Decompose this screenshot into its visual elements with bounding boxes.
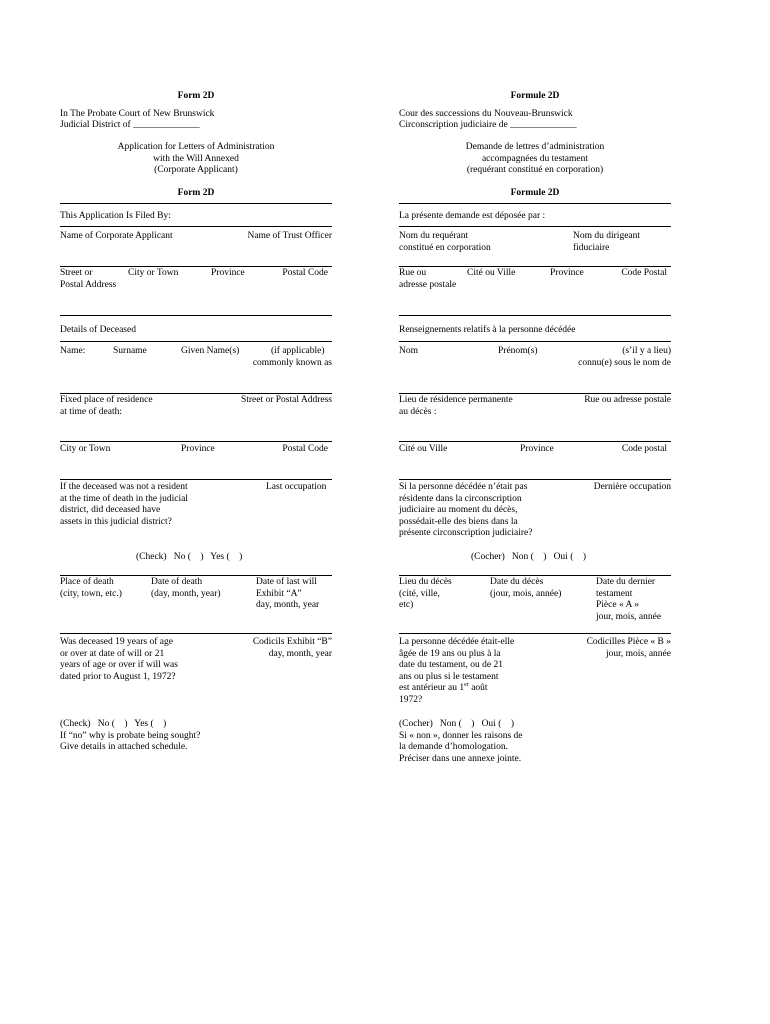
if-applicable-label: (if applicable): [271, 346, 325, 356]
divider: [60, 393, 332, 394]
divider: [399, 479, 671, 480]
age-question: Was deceased 19 years of age or over at date of will or 21 years of age or over if will was dated prior to August 1, 1972?: [60, 637, 178, 682]
street-address-label: Street or Postal Address: [240, 395, 332, 405]
given-names-label: Given Name(s): [181, 346, 240, 356]
province-label-fr: Province: [550, 268, 584, 278]
filed-by-label-fr: La présente demande est déposée par :: [399, 211, 546, 221]
divider: [60, 479, 332, 480]
not-resident-question-fr: Si la personne décédée n’était pas résidente dans la circonscription judiciaire au moment du décès, possédait-elle des biens dans la présente circonscription judiciaire?: [399, 482, 533, 538]
place-of-death-label: Place of death (city, town, etc.): [60, 577, 122, 599]
divider: [60, 226, 332, 227]
codicils-label-fr: Codicilles Pièce « B » jour, mois, année: [586, 637, 671, 659]
divider: [60, 315, 332, 316]
age-question-fr-a: La personne décédée était-elle âgée de 19 ans ou plus à la date du testament, ou de 21 ans ou plus si le testament est antérieur au 1: [399, 637, 515, 693]
age-question-fr-sup: er: [464, 681, 469, 688]
name-label-fr: Nom: [399, 346, 418, 356]
judicial-district: Judicial District of ______________: [60, 120, 200, 130]
court-name: In The Probate Court of New Brunswick: [60, 109, 215, 119]
check-probate[interactable]: (Check) No ( ) Yes ( ) If “no” why is probate being sought? Give details in attached schedule.: [60, 719, 201, 752]
given-names-label-fr: Prénom(s): [498, 346, 538, 356]
date-of-death-label-fr: Date du décès (jour, mois, année): [490, 577, 562, 599]
details-deceased-heading: Details of Deceased: [60, 325, 136, 335]
surname-label: Surname: [113, 346, 147, 356]
form-title-2: Form 2D: [177, 188, 215, 198]
age-question-fr: [399, 637, 514, 706]
corporate-applicant-label: Name of Corporate Applicant: [60, 231, 173, 241]
known-as-label-fr: connu(e) sous le nom de: [578, 358, 671, 368]
divider: [60, 203, 332, 204]
divider: [399, 633, 671, 634]
postal-code-label: Postal Code: [282, 268, 328, 278]
divider: [60, 266, 332, 267]
name-label: Name:: [60, 346, 86, 356]
form-title-fr: Formule 2D: [510, 91, 560, 101]
city-label-fr: Cité ou Ville: [467, 268, 516, 278]
date-of-death-label: Date of death (day, month, year): [151, 577, 221, 599]
divider: [399, 393, 671, 394]
divider: [399, 266, 671, 267]
postal-code-label-fr: Code Postal: [621, 268, 667, 278]
trust-officer-label-fr: Nom du dirigeant fiduciaire: [573, 231, 641, 253]
application-title: Application for Letters of Administration with the Will Annexed (Corporate Applicant): [117, 142, 275, 175]
applicant-label-fr: Nom du requérant constitué en corporation: [399, 231, 491, 253]
last-occupation-label: Last occupation: [266, 482, 327, 492]
court-name-fr: Cour des successions du Nouveau-Brunswick: [399, 109, 573, 119]
divider: [399, 226, 671, 227]
city-label-2-fr: Cité ou Ville: [399, 444, 448, 454]
divider: [399, 575, 671, 576]
street-address-label-fr: Rue ou adresse postale: [584, 395, 671, 405]
province-label-2: Province: [181, 444, 215, 454]
known-as-label: commonly known as: [252, 358, 332, 368]
fixed-residence-label-fr: Lieu de résidence permanente au décès :: [399, 395, 513, 417]
if-applicable-label-fr: (s’il y a lieu): [622, 346, 671, 356]
city-label: City or Town: [128, 268, 179, 278]
divider: [60, 575, 332, 576]
divider: [60, 441, 332, 442]
check-no-yes[interactable]: (Check) No ( ) Yes ( ): [136, 552, 243, 562]
filed-by-label: This Application Is Filed By:: [60, 211, 171, 221]
province-label: Province: [211, 268, 245, 278]
divider: [399, 441, 671, 442]
divider: [60, 341, 332, 342]
divider: [399, 315, 671, 316]
age-question-fr-b: août 1972?: [399, 683, 488, 705]
divider: [399, 203, 671, 204]
application-title-fr: Demande de lettres d’administration accompagnées du testament (requérant constitué en corporation): [465, 142, 605, 175]
province-label-2-fr: Province: [520, 444, 554, 454]
divider: [399, 341, 671, 342]
check-probate-fr[interactable]: (Cocher) Non ( ) Oui ( ) Si « non », donner les raisons de la demande d’homologation. Préciser dans une annexe jointe.: [399, 719, 523, 764]
divider: [60, 633, 332, 634]
details-deceased-heading-fr: Renseignements relatifs à la personne décédée: [399, 325, 576, 335]
judicial-district-fr: Circonscription judiciaire de ______________: [399, 120, 577, 130]
form-title: Form 2D: [177, 91, 215, 101]
check-no-yes-fr[interactable]: (Cocher) Non ( ) Oui ( ): [471, 552, 587, 562]
not-resident-question: If the deceased was not a resident at the time of death in the judicial district, did deceased have assets in this judicial district?: [60, 482, 188, 527]
street-label: Street or Postal Address: [60, 268, 117, 290]
codicils-label: Codicils Exhibit “B” day, month, year: [252, 637, 332, 659]
place-of-death-label-fr: Lieu du décès (cité, ville, etc): [399, 577, 452, 610]
fixed-residence-label: Fixed place of residence at time of death:: [60, 395, 153, 417]
city-label-2: City or Town: [60, 444, 111, 454]
trust-officer-label: Name of Trust Officer: [247, 231, 332, 241]
form-title-2-fr: Formule 2D: [510, 188, 560, 198]
date-last-will-label-fr: Date du dernier testament Pièce « A » jour, mois, année: [596, 577, 662, 622]
street-label-fr: Rue ou adresse postale: [399, 268, 457, 290]
postal-code-label-2: Postal Code: [282, 444, 328, 454]
date-last-will-label: Date of last will Exhibit “A” day, month, year: [256, 577, 320, 610]
postal-code-label-2-fr: Code postal: [621, 444, 667, 454]
last-occupation-label-fr: Dernière occupation: [593, 482, 671, 492]
